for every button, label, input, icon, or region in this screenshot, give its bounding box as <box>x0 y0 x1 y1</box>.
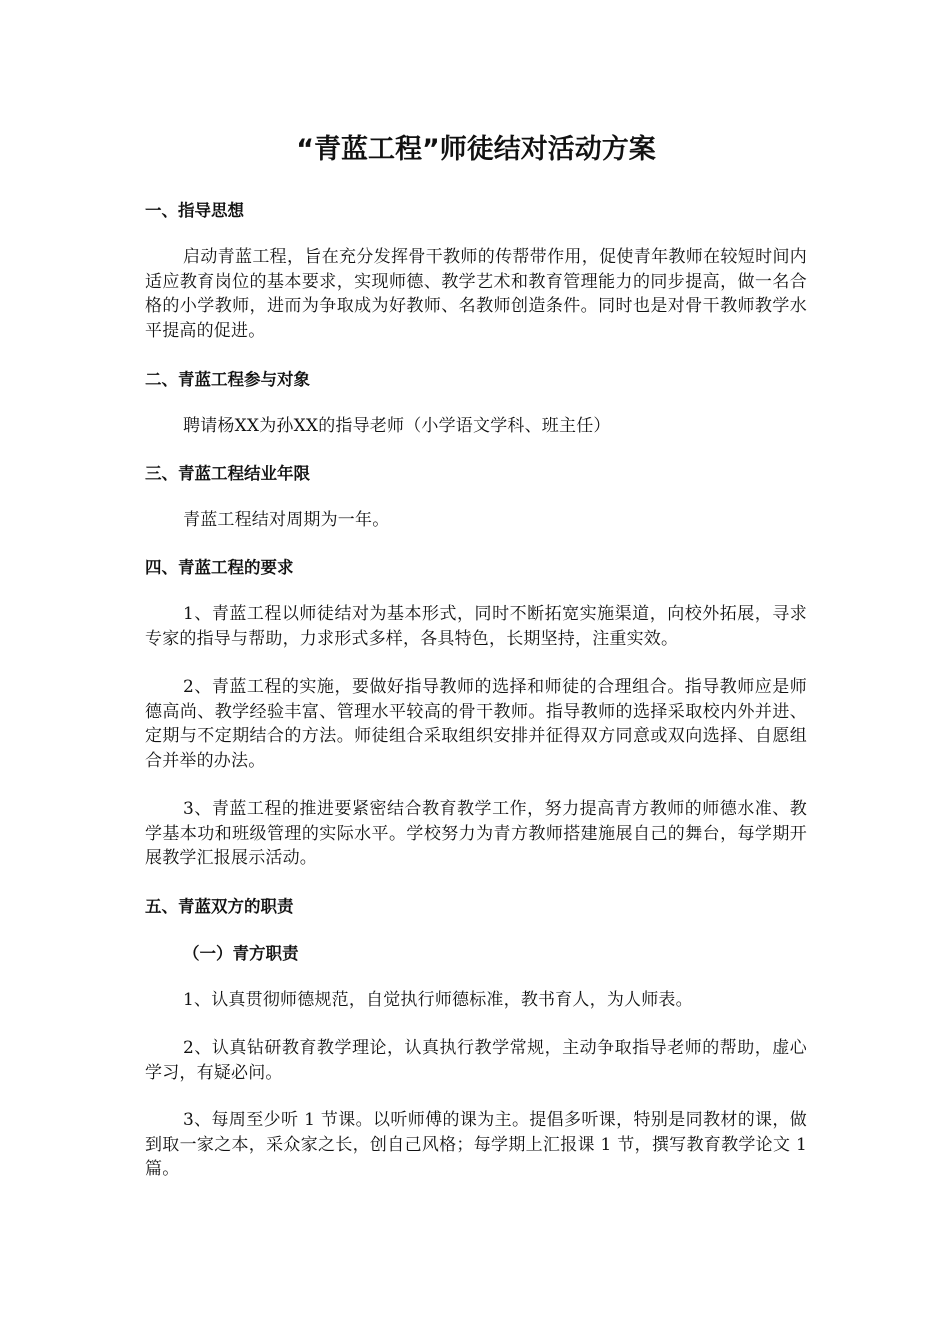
document-title: “青蓝工程”师徒结对活动方案 <box>296 134 656 165</box>
section-heading-responsibilities: 五、青蓝双方的职责 <box>145 897 294 916</box>
paragraph: 青蓝工程结对周期为一年。 <box>183 510 390 530</box>
paragraph: 2、青蓝工程的实施，要做好指导教师的选择和师徒的合理组合。指导教师应是师德高尚、教学经验丰富、管理水平较高的骨干教师。指导教师的选择采取校内外并进、定期与不定期结合的方法。师徒组合采取组织安排并征得双方同意或双向选择、自愿组合并举的办法。 <box>145 677 807 771</box>
paragraph: 3、青蓝工程的推进要紧密结合教育教学工作，努力提高青方教师的师德水准、教学基本功和班级管理的实际水平。学校努力为青方教师搭建施展自己的舞台，每学期开展教学汇报展示活动。 <box>145 799 807 868</box>
paragraph: 1、认真贯彻师德规范，自觉执行师德标准，教书育人，为人师表。 <box>183 990 693 1010</box>
section-heading-participants: 二、青蓝工程参与对象 <box>145 370 310 389</box>
section-heading-guiding-ideology: 一、指导思想 <box>145 201 244 220</box>
paragraph: 2、认真钻研教育教学理论，认真执行教学常规，主动争取指导老师的帮助，虚心学习，有疑必问。 <box>145 1038 807 1083</box>
paragraph: 1、青蓝工程以师徒结对为基本形式，同时不断拓宽实施渠道，向校外拓展，寻求专家的指导与帮助，力求形式多样，各具特色，长期坚持，注重实效。 <box>145 604 807 649</box>
paragraph: 3、每周至少听 1 节课。以听师傅的课为主。提倡多听课，特别是同教材的课，做到取一家之本，采众家之长，创自己风格；每学期上汇报课 1 节，撰写教育教学论文 1 篇。 <box>145 1110 807 1179</box>
paragraph: 启动青蓝工程，旨在充分发挥骨干教师的传帮带作用，促使青年教师在较短时间内适应教育岗位的基本要求，实现师德、教学艺术和教育管理能力的同步提高，做一名合格的小学教师，进而为争取成为好教师、名教师创造条件。同时也是对骨干教师教学水平提高的促进。 <box>145 247 807 341</box>
paragraph: 聘请杨XX为孙XX的指导老师（小学语文学科、班主任） <box>183 416 611 436</box>
subsection-heading-qing-duties: （一）青方职责 <box>183 944 299 963</box>
section-heading-requirements: 四、青蓝工程的要求 <box>145 558 294 577</box>
section-heading-duration: 三、青蓝工程结业年限 <box>145 464 310 483</box>
